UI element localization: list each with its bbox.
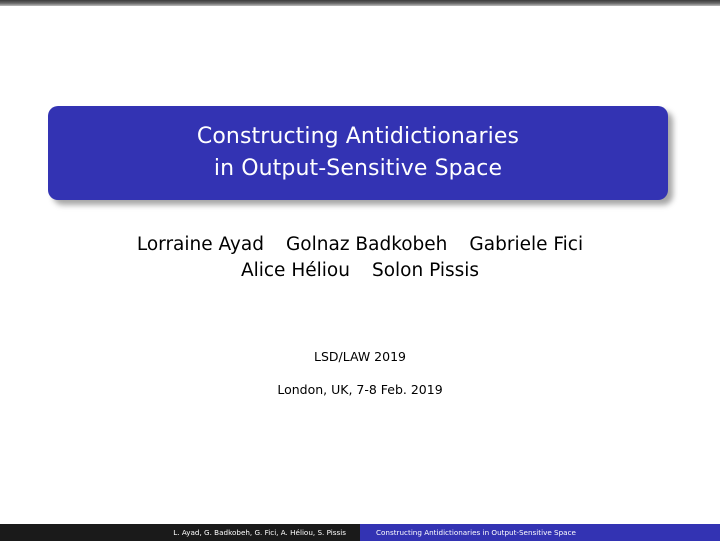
author-name: Golnaz Badkobeh [285, 234, 448, 255]
author-name: Solon Pissis [371, 260, 480, 281]
author-row-2 [0, 258, 720, 284]
event-name: LSD/LAW 2019 [314, 349, 406, 364]
author-name: Lorraine Ayad [136, 234, 264, 255]
footer-title: Constructing Antidictionaries in Output-Sensitive Space [360, 524, 720, 541]
event-date: London, UK, 7-8 Feb. 2019 [277, 382, 443, 397]
author-name: Alice Héliou [240, 260, 350, 281]
title-line-2: in Output-Sensitive Space [213, 156, 503, 181]
title-line-1: Constructing Antidictionaries [196, 124, 520, 149]
author-name: Gabriele Fici [469, 234, 584, 255]
author-list [0, 232, 720, 284]
top-bar [0, 0, 720, 6]
title-box [48, 106, 668, 200]
footer-bar [0, 524, 720, 541]
author-row-1 [0, 232, 720, 258]
footer-authors: L. Ayad, G. Badkobeh, G. Fici, A. Héliou, S. Pissis [0, 524, 360, 541]
